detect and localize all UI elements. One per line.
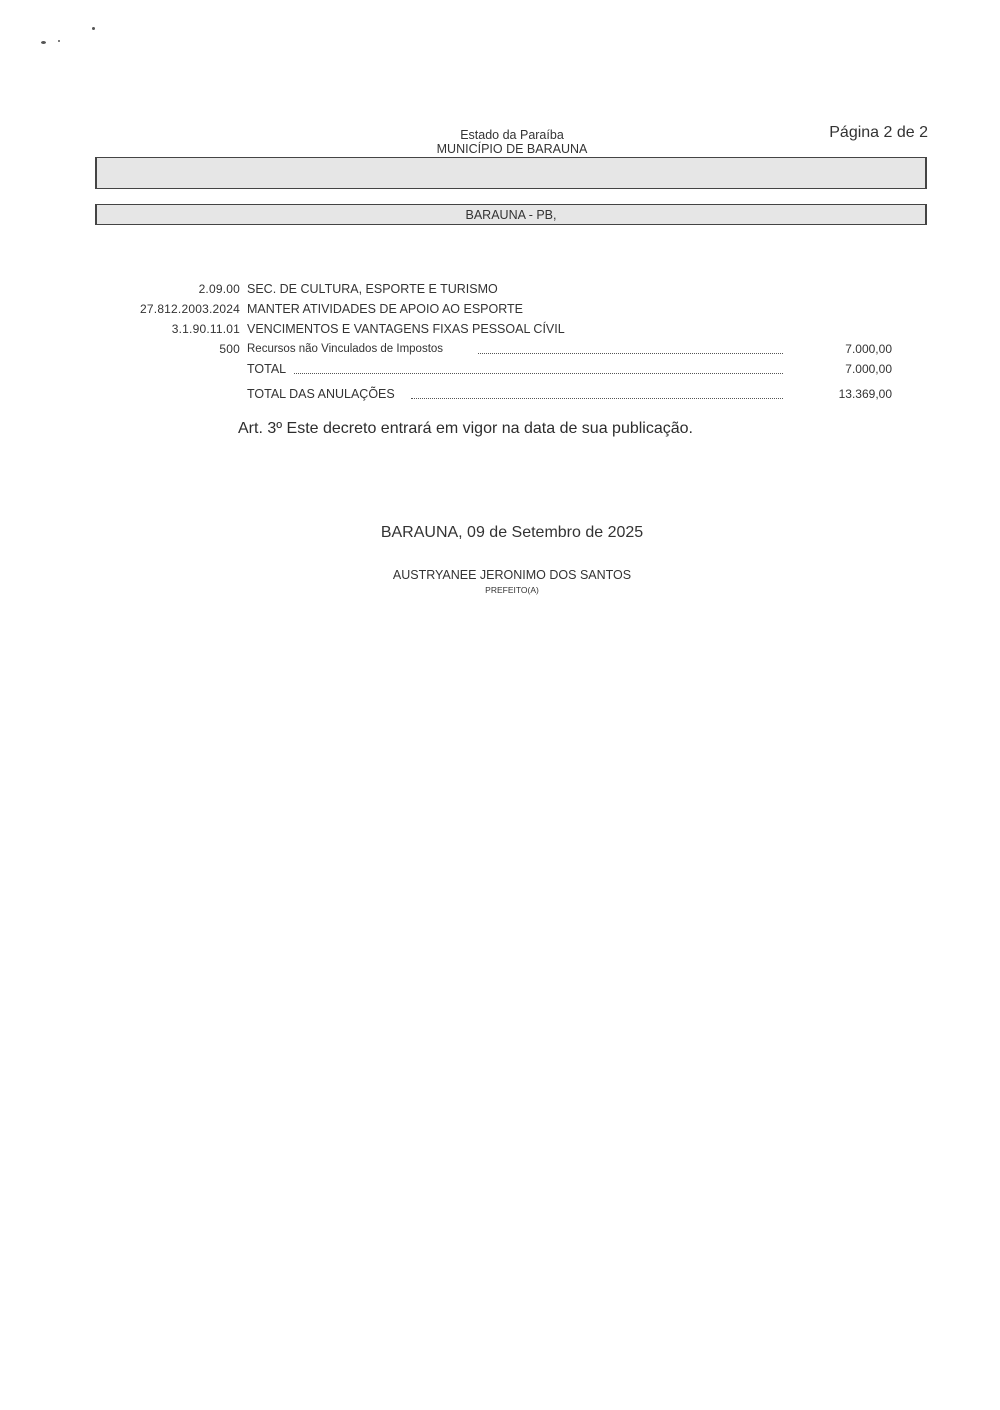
budget-description: MANTER ATIVIDADES DE APOIO AO ESPORTE bbox=[247, 302, 523, 316]
dot-leader bbox=[411, 385, 783, 399]
budget-line bbox=[0, 300, 1000, 318]
budget-description: SEC. DE CULTURA, ESPORTE E TURISMO bbox=[247, 282, 498, 296]
place-date: BARAUNA, 09 de Setembro de 2025 bbox=[380, 524, 644, 541]
municipality-name: MUNICÍPIO DE BARAUNA bbox=[436, 142, 588, 156]
budget-line bbox=[0, 320, 1000, 338]
header-band bbox=[95, 157, 927, 189]
budget-amount: 7.000,00 bbox=[845, 342, 892, 356]
total-annulments-label: TOTAL DAS ANULAÇÕES bbox=[247, 387, 395, 401]
total-amount: 7.000,00 bbox=[845, 362, 892, 376]
total-annulments-line bbox=[0, 385, 1000, 403]
budget-code: 3.1.90.11.01 bbox=[171, 322, 240, 336]
location-band: BARAUNA - PB, bbox=[95, 204, 927, 225]
document-header bbox=[380, 128, 644, 156]
budget-description: VENCIMENTOS E VANTAGENS FIXAS PESSOAL CÍVIL bbox=[247, 322, 565, 336]
budget-line bbox=[0, 340, 1000, 358]
budget-line bbox=[0, 280, 1000, 298]
budget-code: 2.09.00 bbox=[198, 282, 240, 296]
budget-code: 500 bbox=[219, 342, 240, 356]
signer-role: PREFEITO(A) bbox=[485, 585, 539, 595]
scan-speck bbox=[58, 40, 60, 42]
total-label: TOTAL bbox=[247, 362, 287, 376]
total-line bbox=[0, 360, 1000, 378]
total-annulments-amount: 13.369,00 bbox=[838, 387, 892, 401]
budget-description: Recursos não Vinculados de Impostos bbox=[247, 343, 444, 355]
dot-leader bbox=[478, 340, 783, 354]
article-text: Art. 3º Este decreto entrará em vigor na data de sua publicação. bbox=[238, 420, 693, 437]
page-number: Página 2 de 2 bbox=[829, 124, 928, 141]
scan-speck bbox=[41, 41, 46, 44]
state-name: Estado da Paraíba bbox=[460, 128, 564, 142]
signer-name: AUSTRYANEE JERONIMO DOS SANTOS bbox=[392, 568, 632, 582]
dot-leader bbox=[294, 360, 783, 374]
budget-code: 27.812.2003.2024 bbox=[140, 302, 240, 316]
scan-speck bbox=[92, 27, 95, 30]
